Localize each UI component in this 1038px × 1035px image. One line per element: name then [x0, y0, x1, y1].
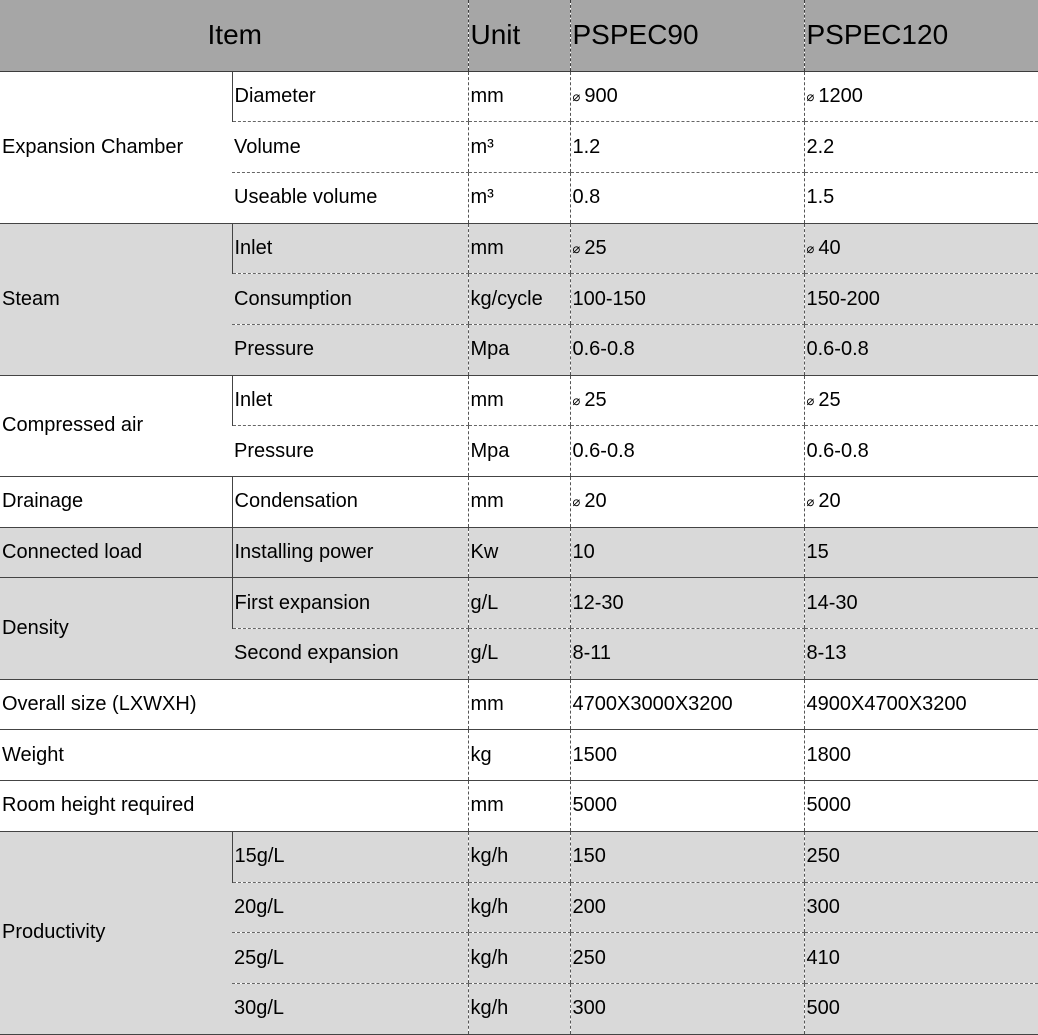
- table-row: [0, 71, 1038, 122]
- value-pspec120: 150-200: [804, 274, 1038, 325]
- table-row: [0, 223, 1038, 274]
- value-pspec90: 250: [570, 933, 804, 984]
- spec-group: [0, 730, 1038, 781]
- table-row: [0, 477, 1038, 528]
- value-text: 900: [584, 84, 618, 107]
- value-text: 1200: [818, 84, 863, 107]
- unit-cell: mm: [468, 679, 570, 730]
- sub-item-label: 15g/L: [232, 831, 468, 882]
- spec-group: [0, 781, 1038, 832]
- value-pspec120: 4900X4700X3200: [804, 679, 1038, 730]
- value-text: 40: [818, 236, 841, 259]
- value-pspec90: 300: [570, 983, 804, 1034]
- value-pspec120: [804, 375, 1038, 426]
- value-pspec90: [570, 375, 804, 426]
- value-pspec120: 14-30: [804, 578, 1038, 629]
- spec-group: [0, 375, 1038, 476]
- unit-cell: Kw: [468, 527, 570, 578]
- table-row: [0, 831, 1038, 882]
- value-text: 25: [818, 388, 841, 411]
- value-pspec120: 250: [804, 831, 1038, 882]
- unit-cell: mm: [468, 781, 570, 832]
- value-pspec90: 1.2: [570, 122, 804, 173]
- unit-cell: Mpa: [468, 426, 570, 477]
- value-pspec120: 5000: [804, 781, 1038, 832]
- value-pspec120: 1.5: [804, 172, 1038, 223]
- value-pspec90: 4700X3000X3200: [570, 679, 804, 730]
- diameter-icon: ⌀: [806, 494, 815, 510]
- header-model-1: PSPEC90: [570, 0, 804, 71]
- unit-cell: m³: [468, 172, 570, 223]
- sub-item-label: Diameter: [232, 71, 468, 122]
- value-pspec120: 2.2: [804, 122, 1038, 173]
- diameter-icon: ⌀: [806, 88, 815, 104]
- header-item: Item: [0, 0, 468, 71]
- group-label: Overall size (LXWXH): [0, 679, 468, 730]
- table-header: [0, 0, 1038, 71]
- value-pspec90: 10: [570, 527, 804, 578]
- value-pspec90: 1500: [570, 730, 804, 781]
- value-pspec120: [804, 223, 1038, 274]
- group-label: Expansion Chamber: [0, 71, 232, 223]
- value-pspec120: 8-13: [804, 629, 1038, 680]
- value-pspec90: 200: [570, 882, 804, 933]
- unit-cell: kg/h: [468, 983, 570, 1034]
- unit-cell: mm: [468, 375, 570, 426]
- value-text: 20: [818, 490, 841, 513]
- sub-item-label: Condensation: [232, 477, 468, 528]
- sub-item-label: Second expansion: [232, 629, 468, 680]
- value-pspec120: [804, 71, 1038, 122]
- sub-item-label: Installing power: [232, 527, 468, 578]
- unit-cell: kg/h: [468, 933, 570, 984]
- value-text: 25: [584, 388, 607, 411]
- unit-cell: kg: [468, 730, 570, 781]
- group-label: Compressed air: [0, 375, 232, 476]
- value-pspec90: 0.6-0.8: [570, 426, 804, 477]
- value-pspec90: 5000: [570, 781, 804, 832]
- unit-cell: kg/h: [468, 831, 570, 882]
- table-row: [0, 527, 1038, 578]
- table-row: [0, 578, 1038, 629]
- unit-cell: kg/cycle: [468, 274, 570, 325]
- value-pspec90: [570, 477, 804, 528]
- diameter-icon: ⌀: [572, 494, 581, 510]
- spec-group: [0, 223, 1038, 375]
- value-text: 20: [584, 490, 607, 513]
- value-pspec120: [804, 477, 1038, 528]
- value-pspec120: 410: [804, 933, 1038, 984]
- unit-cell: mm: [468, 477, 570, 528]
- value-pspec120: 1800: [804, 730, 1038, 781]
- sub-item-label: First expansion: [232, 578, 468, 629]
- value-pspec90: 0.6-0.8: [570, 324, 804, 375]
- value-pspec90: [570, 223, 804, 274]
- diameter-icon: ⌀: [572, 88, 581, 104]
- value-pspec120: 500: [804, 983, 1038, 1034]
- sub-item-label: Inlet: [232, 375, 468, 426]
- unit-cell: g/L: [468, 629, 570, 680]
- unit-cell: g/L: [468, 578, 570, 629]
- group-label: Connected load: [0, 527, 232, 578]
- table-row: [0, 781, 1038, 832]
- value-pspec90: 8-11: [570, 629, 804, 680]
- value-pspec120: 0.6-0.8: [804, 426, 1038, 477]
- sub-item-label: Useable volume: [232, 172, 468, 223]
- header-model-2: PSPEC120: [804, 0, 1038, 71]
- value-pspec90: 150: [570, 831, 804, 882]
- header-unit: Unit: [468, 0, 570, 71]
- spec-group: [0, 831, 1038, 1034]
- table-row: [0, 679, 1038, 730]
- value-pspec90: 12-30: [570, 578, 804, 629]
- header-row: [0, 0, 1038, 71]
- group-label: Steam: [0, 223, 232, 375]
- spec-group: [0, 477, 1038, 528]
- diameter-icon: ⌀: [806, 392, 815, 408]
- sub-item-label: 25g/L: [232, 933, 468, 984]
- group-label: Room height required: [0, 781, 468, 832]
- unit-cell: mm: [468, 71, 570, 122]
- sub-item-label: 30g/L: [232, 983, 468, 1034]
- unit-cell: kg/h: [468, 882, 570, 933]
- diameter-icon: ⌀: [806, 240, 815, 256]
- spec-group: [0, 71, 1038, 223]
- sub-item-label: Pressure: [232, 324, 468, 375]
- unit-cell: m³: [468, 122, 570, 173]
- sub-item-label: Inlet: [232, 223, 468, 274]
- value-pspec120: 0.6-0.8: [804, 324, 1038, 375]
- diameter-icon: ⌀: [572, 392, 581, 408]
- group-label: Productivity: [0, 831, 232, 1034]
- group-label: Drainage: [0, 477, 232, 528]
- sub-item-label: Consumption: [232, 274, 468, 325]
- table-row: [0, 730, 1038, 781]
- group-label: Density: [0, 578, 232, 679]
- unit-cell: mm: [468, 223, 570, 274]
- value-pspec90: [570, 71, 804, 122]
- table-row: [0, 375, 1038, 426]
- sub-item-label: Volume: [232, 122, 468, 173]
- unit-cell: Mpa: [468, 324, 570, 375]
- diameter-icon: ⌀: [572, 240, 581, 256]
- value-pspec120: 300: [804, 882, 1038, 933]
- value-text: 25: [584, 236, 607, 259]
- value-pspec90: 100-150: [570, 274, 804, 325]
- value-pspec90: 0.8: [570, 172, 804, 223]
- sub-item-label: 20g/L: [232, 882, 468, 933]
- spec-group: [0, 527, 1038, 578]
- group-label: Weight: [0, 730, 468, 781]
- sub-item-label: Pressure: [232, 426, 468, 477]
- spec-group: [0, 578, 1038, 679]
- spec-group: [0, 679, 1038, 730]
- value-pspec120: 15: [804, 527, 1038, 578]
